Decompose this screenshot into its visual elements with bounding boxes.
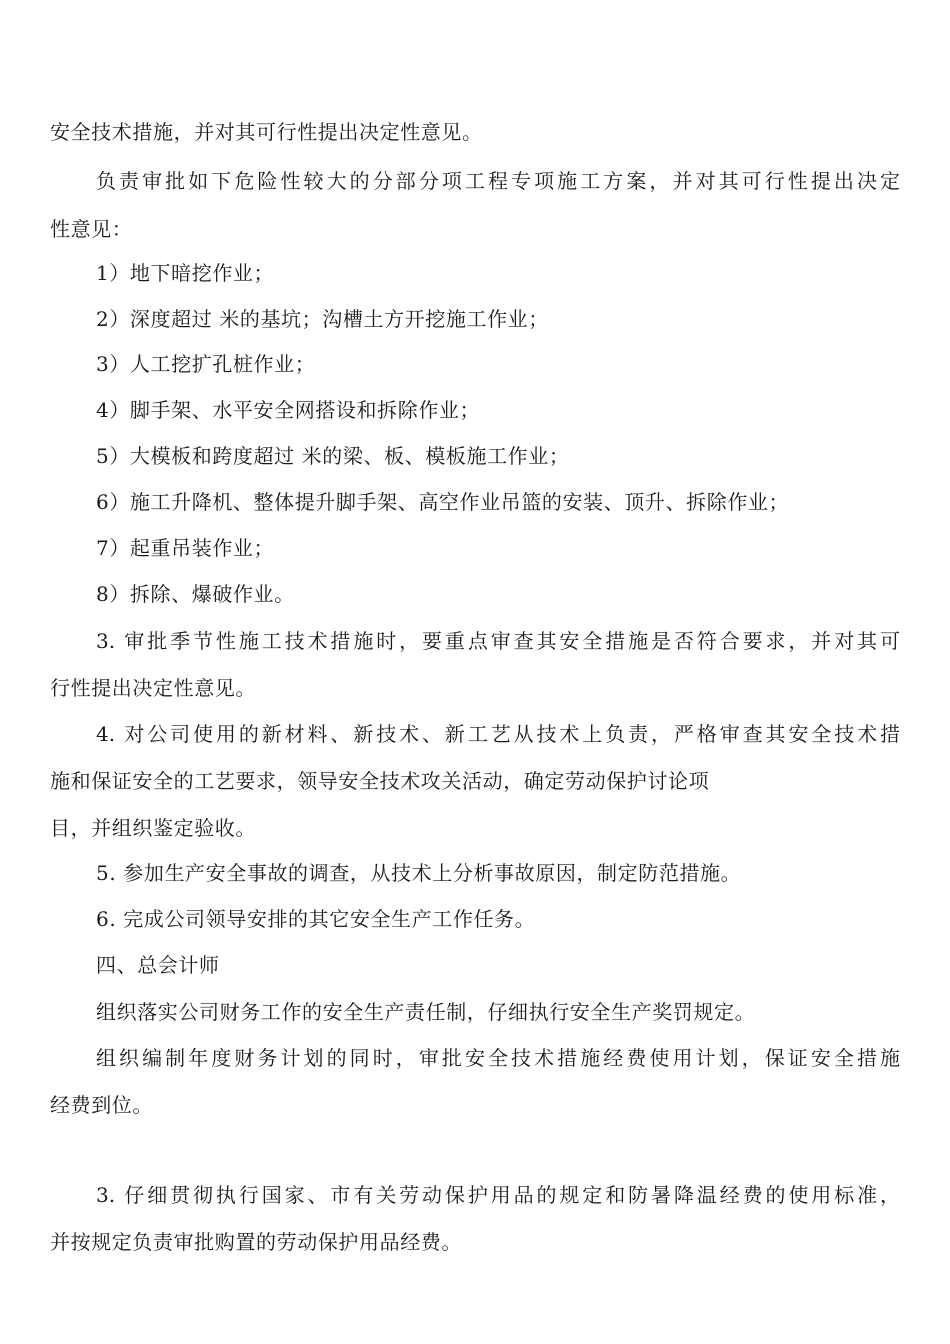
text-line: 性意见： (50, 217, 133, 241)
text-line: 1）地下暗挖作业； (96, 261, 275, 285)
text-line: 5）大模板和跨度超过 米的梁、板、模板施工作业； (96, 444, 570, 468)
text-line: 8）拆除、爆破作业。 (96, 582, 295, 606)
text-line: 3. 仔细贯彻执行国家、市有关劳动保护用品的规定和防暑降温经费的使用标准， (96, 1183, 900, 1207)
text-line: 组织编制年度财务计划的同时，审批安全技术措施经费使用计划，保证安全措施 (96, 1046, 900, 1070)
text-line: 3）人工挖扩孔桩作业； (96, 352, 316, 376)
text-line: 经费到位。 (50, 1093, 153, 1117)
text-line: 目，并组织鉴定验收。 (50, 816, 256, 840)
text-line: 组织落实公司财务工作的安全生产责任制，仔细执行安全生产奖罚规定。 (96, 1000, 756, 1024)
text-line: 安全技术措施，并对其可行性提出决定性意见。 (50, 120, 483, 144)
text-line: 并按规定负责审批购置的劳动保护用品经费。 (50, 1230, 462, 1254)
text-line: 施和保证安全的工艺要求，领导安全技术攻关活动，确定劳动保护讨论项 (50, 769, 710, 793)
text-line: 5. 参加生产安全事故的调查，从技术上分析事故原因，制定防范措施。 (96, 861, 742, 885)
text-line: 负责审批如下危险性较大的分部分项工程专项施工方案，并对其可行性提出决定 (96, 169, 900, 193)
text-line: 2）深度超过 米的基坑；沟槽土方开挖施工作业； (96, 307, 549, 331)
text-line: 6. 完成公司领导安排的其它安全生产工作任务。 (96, 907, 536, 931)
text-line: 3. 审批季节性施工技术措施时，要重点审查其安全措施是否符合要求，并对其可 (96, 629, 900, 653)
text-line: 4. 对公司使用的新材料、新技术、新工艺从技术上负责，严格审查其安全技术措 (96, 722, 900, 746)
text-line: 6）施工升降机、整体提升脚手架、高空作业吊篮的安装、顶升、拆除作业； (96, 490, 790, 514)
text-line: 4）脚手架、水平安全网搭设和拆除作业； (96, 398, 481, 422)
text-line: 行性提出决定性意见。 (50, 676, 256, 700)
text-line: 7）起重吊装作业； (96, 536, 275, 560)
text-line: 四、总会计师 (96, 953, 220, 977)
